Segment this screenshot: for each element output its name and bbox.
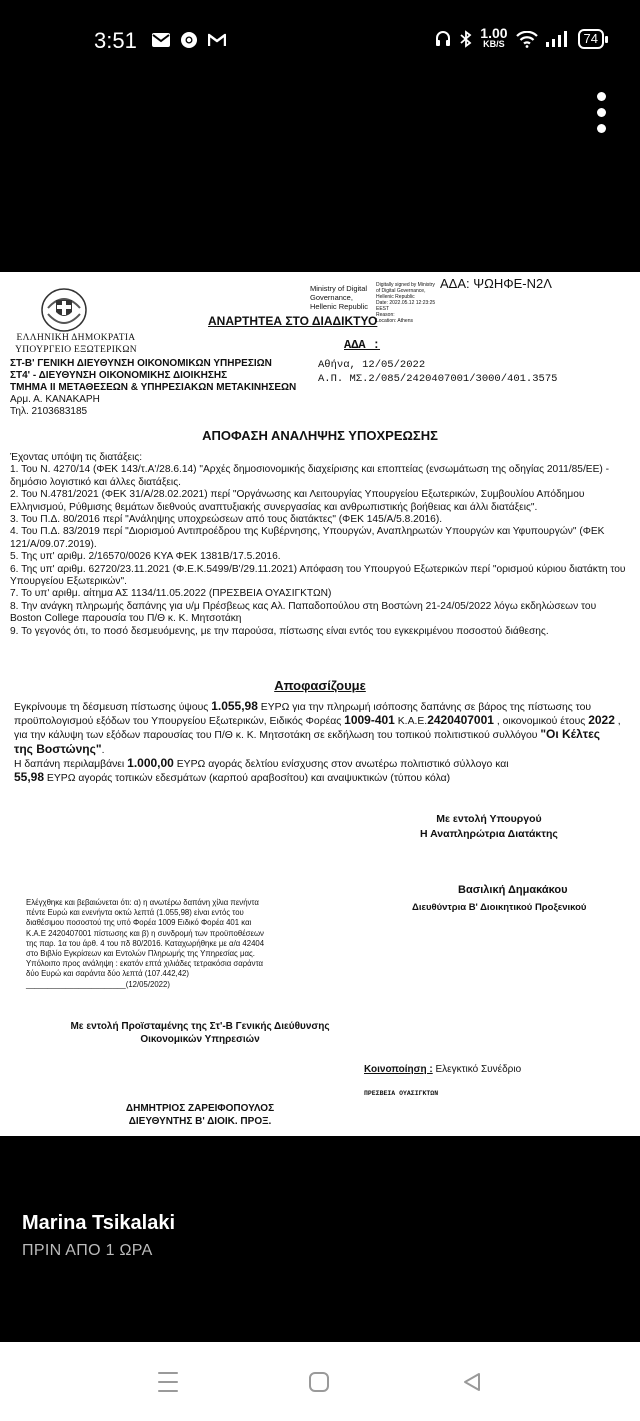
verification-line: Ελέγχθηκε και βεβαιώνεται ότι: α) η ανωτέρω δαπάνη χίλια πενήντα — [26, 898, 259, 907]
order-line: Η Αναπληρώτρια Διατάκτης — [420, 828, 558, 840]
kae-code: 2420407001 — [427, 713, 494, 728]
minister-order — [420, 812, 558, 842]
verification-line: πέντε Ευρώ και ενενήντα οκτώ λεπτά (1.055,98) είναι εντός του — [26, 908, 244, 918]
digital-signature-details — [376, 282, 446, 324]
signal-icon — [546, 31, 570, 47]
consideration-item: 8. Την ανάγκη πληρωμής δαπάνης για υ/μ Πρέσβεως κας Αλ. Παπαδοπούλου στη Βοστώνη 21-24/05/2022 λόγω εκδηλώσεων του Boston College παρουσία του Π/Θ κ. Κ. Μητσοτάκη — [10, 600, 597, 625]
general-directorate-order — [50, 1020, 350, 1046]
speed-unit: KB/S — [483, 39, 505, 49]
digisig-detail: Digitally signed by Ministry — [376, 282, 435, 288]
verification-line: διαθέσιμου ποσοστού της υπό Φορέα 1009 Ειδικό Φορέα 401 και — [26, 918, 252, 928]
verification-note — [26, 898, 316, 990]
dept-line: ΣΤ4' - ΔΙΕΥΘΥΝΣΗ ΟΙΚΟΝΟΜΙΚΗΣ ΔΙΟΙΚΗΣΗΣ — [10, 370, 228, 381]
text-run: ΕΥΡΩ αγοράς τοπικών εδεσμάτων (καρπού αραβοσίτου) και αναψυκτικών (τύπου κόλα) — [44, 773, 451, 785]
club-name: "Οι Κέλτες της Βοστώνης" — [14, 727, 601, 756]
digisig-line: Ministry of Digital — [310, 284, 368, 293]
text-run: Εγκρίνουμε τη δέσμευση πίστωσης ύψους — [14, 702, 212, 713]
verification-line: Κ.Α.Ε 2420407001 πίστωσης και β) η συνδρομή των προϋποθέσεων — [26, 928, 264, 938]
considerations-list — [10, 452, 626, 638]
decision-heading: Αποφασίζουμε — [274, 678, 366, 693]
ministry-line: ΥΠΟΥΡΓΕΙΟ ΕΞΩΤΕΡΙΚΩΝ — [15, 345, 137, 355]
verification-line: δύο Ευρώ και σαράντα δύο λεπτά (107.442,42) — [26, 969, 189, 979]
post-author[interactable]: Marina Tsikalaki — [22, 1212, 176, 1234]
consideration-item: 2. Του Ν.4781/2021 (ΦΕΚ 31/Α/28.02.2021) περί "Οργάνωσης και Λειτουργίας Υπουργείου Εξωτερικών, Συμβουλίου Απόδημου Ελληνισμού, Ρύθμισης θεμάτων διεθνούς αναπτυξιακής συνεργασίας και ανθρωπιστικής βοήθειας και άλλι διατάξεις". — [10, 489, 585, 513]
status-bar — [0, 0, 640, 84]
headset-icon — [434, 30, 452, 48]
text-run: , οικονομικού έτους — [493, 716, 589, 728]
consideration-item: 6. Της υπ' αριθμ. 62720/23.11.2021 (Φ.Ε.Κ.5499/Β'/29.11.2021) Απόφαση του Υπουργού Εξωτερικών περί "ορισμού κύριου διατάκτη του Υπουργείου Εξωτερικών". — [10, 563, 626, 588]
embassy-stamp: ΠΡΕΣΒΕΙΑ ΟΥΑΣΙΓΚΤΩΝ — [364, 1090, 439, 1097]
digisig-detail: Reason: — [376, 312, 395, 318]
dept-line: ΣΤ-Β' ΓΕΝΙΚΗ ΔΙΕΥΘΥΝΣΗ ΟΙΚΟΝΟΜΙΚΩΝ ΥΠΗΡΕΣΙΩΝ — [10, 358, 272, 369]
verification-line: στο Βιβλίο Εγκρίσεων και Εντολών Πληρωμής της Υπηρεσίας μας. — [26, 949, 255, 959]
decision-body — [14, 700, 622, 785]
ministry-line: ΕΛΛΗΝΙΚΗ ΔΗΜΟΚΡΑΤΙΑ — [16, 333, 136, 343]
recent-apps-icon[interactable] — [158, 1372, 178, 1399]
speed-value: 1.00 — [480, 25, 508, 41]
director-signature — [80, 1102, 320, 1128]
battery-icon: 74 — [578, 29, 604, 49]
consideration-item: Έχοντας υπόψη τις διατάξεις: — [10, 452, 143, 463]
signer-name: Βασιλική Δημακάκου — [458, 884, 568, 896]
text-run: Κ.Α.Ε. — [394, 716, 428, 728]
digisig-detail: Hellenic Republic — [376, 294, 415, 300]
date-line: Αθήνα, 12/05/2022 — [318, 359, 426, 371]
verification-line: Υπόλοιπο προς ανάληψη : εκατόν επτά χιλιάδες τετρακόσια σαράντα — [26, 959, 264, 969]
system-icons — [434, 25, 604, 50]
amount-ticket: 1.000,00 — [127, 755, 174, 770]
director-name: ΔΗΜΗΤΡΙΟΣ ΖΑΡΕΙΦΟΠΟΥΛΟΣ — [125, 1103, 275, 1114]
koin-label: Κοινοποίηση : — [364, 1064, 433, 1075]
consideration-item: 4. Του Π.Δ. 83/2019 περί "Διορισμού Αντιπροέδρου της Κυβέρνησης, Υπουργών, Αναπληρωτών Υπουργών και Υφυπουργών" (ΦΕΚ 121/Α/09.07.2019). — [10, 526, 605, 550]
text-run: , για την κάλυψη των εξόδων παρουσίας του Π/Θ κ. Κ. Μητσοτάκη σε εκδήλωση του τοπικού πολιτιστικού συλλόγου — [14, 716, 621, 742]
dept-line: ΤΜΗΜΑ ΙΙ ΜΕΤΑΘΕΣΕΩΝ & ΥΠΗΡΕΣΙΑΚΩΝ ΜΕΤΑΚΙΝΗΣΕΩΝ — [10, 382, 297, 393]
digisig-line: Governance, — [310, 293, 353, 302]
digital-signature — [310, 284, 368, 311]
fiscal-year: 2022 — [588, 713, 615, 728]
verification-line: _______________________(12/05/2022) — [26, 979, 170, 989]
consideration-item: 5. Της υπ' αριθμ. 2/16570/0026 ΚΥΑ ΦΕΚ 1381Β/17.5.2016. — [10, 551, 281, 563]
consideration-item: 1. Του Ν. 4270/14 (ΦΕΚ 143/τ.Α'/28.6.14) "Αρχές δημοσιονομικής διαχείρισης και εποπτείας (ενσωμάτωση της οδηγίας 2011/85/ΕΕ) - δημόσιο λογιστικό και άλλες διατάξεις. — [10, 464, 609, 488]
koin-value: Ελεγκτικό Συνέδριο — [432, 1064, 522, 1075]
agency-code: 1009-401 — [344, 713, 395, 728]
wifi-icon — [516, 31, 538, 48]
digisig-line: Hellenic Republic — [310, 302, 368, 311]
dept-line: Τηλ. 2103683185 — [10, 406, 88, 417]
order-line: Με εντολή Υπουργού — [436, 813, 542, 825]
digisig-detail: EEST — [376, 306, 390, 312]
text-run: ΕΥΡΩ αγοράς δελτίου ενίσχυσης στον ανωτέρω πολιτιστικό σύλλογο και — [173, 758, 509, 770]
department-header — [10, 358, 296, 418]
chrome-icon — [180, 31, 198, 49]
consideration-item: 3. Του Π.Δ. 80/2016 περί "Ανάληψης υποχρεώσεων από τους διατάκτες" (ΦΕΚ 145/Α/5.8.2016). — [10, 514, 443, 526]
bluetooth-icon — [460, 30, 472, 48]
amount-food: 55,98 — [14, 770, 45, 785]
order-line: Οικονομικών Υπηρεσιών — [140, 1034, 260, 1045]
anartitea-label: ΑΝΑΡΤΗΤΕΑ ΣΤΟ ΔΙΑΔΙΚΤΥΟ — [208, 314, 378, 328]
digisig-detail: of Digital Governance, — [376, 288, 426, 294]
expense-paragraph — [14, 757, 622, 785]
digisig-detail: Location: Athens — [376, 318, 413, 324]
greek-emblem-icon — [38, 286, 90, 334]
decision-paragraph — [14, 700, 622, 757]
text-run: . — [101, 744, 105, 756]
gmail-icon — [208, 33, 226, 47]
ministry-header — [6, 332, 146, 356]
document-title: ΑΠΟΦΑΣΗ ΑΝΑΛΗΨΗΣ ΥΠΟΧΡΕΩΣΗΣ — [202, 428, 438, 443]
document-image[interactable] — [0, 272, 640, 1136]
ada-label: ΑΔΑ : — [344, 338, 381, 352]
order-line: Με εντολή Προϊσταμένης της Στ'-Β Γενικής Διεύθυνσης — [70, 1021, 330, 1032]
post-timestamp: ΠΡΙΝ ΑΠΟ 1 ΩΡΑ — [22, 1242, 153, 1259]
dept-line: Αρμ. Α. ΚΑΝΑΚΑΡΗ — [10, 394, 100, 405]
consideration-item: 9. Το γεγονός ότι, το ποσό δεσμευόμενης, με την παρούσα, πίστωσης είναι εντός του εγκεκριμένου ποσοστού διάθεσης. — [10, 625, 549, 637]
notification-icons — [152, 31, 226, 49]
consideration-item: 7. Το υπ' αριθμ. αίτημα ΑΣ 1134/11.05.2022 (ΠΡΕΣΒΕΙΑ ΟΥΑΣΙΓΚΤΩΝ) — [10, 588, 332, 600]
mail-icon — [152, 33, 170, 47]
director-role: ΔΙΕΥΘΥΝΤΗΣ Β' ΔΙΟΙΚ. ΠΡΟΞ. — [128, 1116, 272, 1127]
digisig-detail: Date: 2022.05.12 12:23:25 — [376, 300, 436, 306]
verification-line: της παρ. 1α του άρθ. 4 του πδ 80/2016. Καταχωρήθηκε με α/α 42404 — [26, 938, 265, 948]
text-run: Η δαπάνη περιλαμβάνει — [14, 758, 128, 770]
more-options-icon[interactable] — [597, 92, 606, 133]
ada-top: ΑΔΑ: ΨΩΗΦΕ-Ν2Λ — [440, 276, 552, 291]
protocol-line: Α.Π. ΜΣ.2/085/2420407001/3000/401.3575 — [318, 373, 558, 385]
signer-role: Διευθύντρια Β' Διοικητικού Προξενικού — [412, 902, 587, 913]
total-amount: 1.055,98 — [211, 699, 258, 713]
clock: 3:51 — [94, 28, 137, 53]
notification-recipients — [364, 1064, 521, 1075]
navigation-bar — [0, 1342, 640, 1421]
home-icon[interactable] — [309, 1372, 329, 1392]
network-speed — [480, 25, 508, 50]
date-protocol — [318, 358, 557, 386]
back-icon[interactable] — [462, 1372, 482, 1392]
text-run: ΕΥΡΩ για την πληρωμή ισόποσης δαπάνης σε βάρος της πίστωσης του προϋπολογισμού εξόδων του Υπουργείου Εξωτερικών, Ειδικός Φορέας — [14, 702, 592, 728]
